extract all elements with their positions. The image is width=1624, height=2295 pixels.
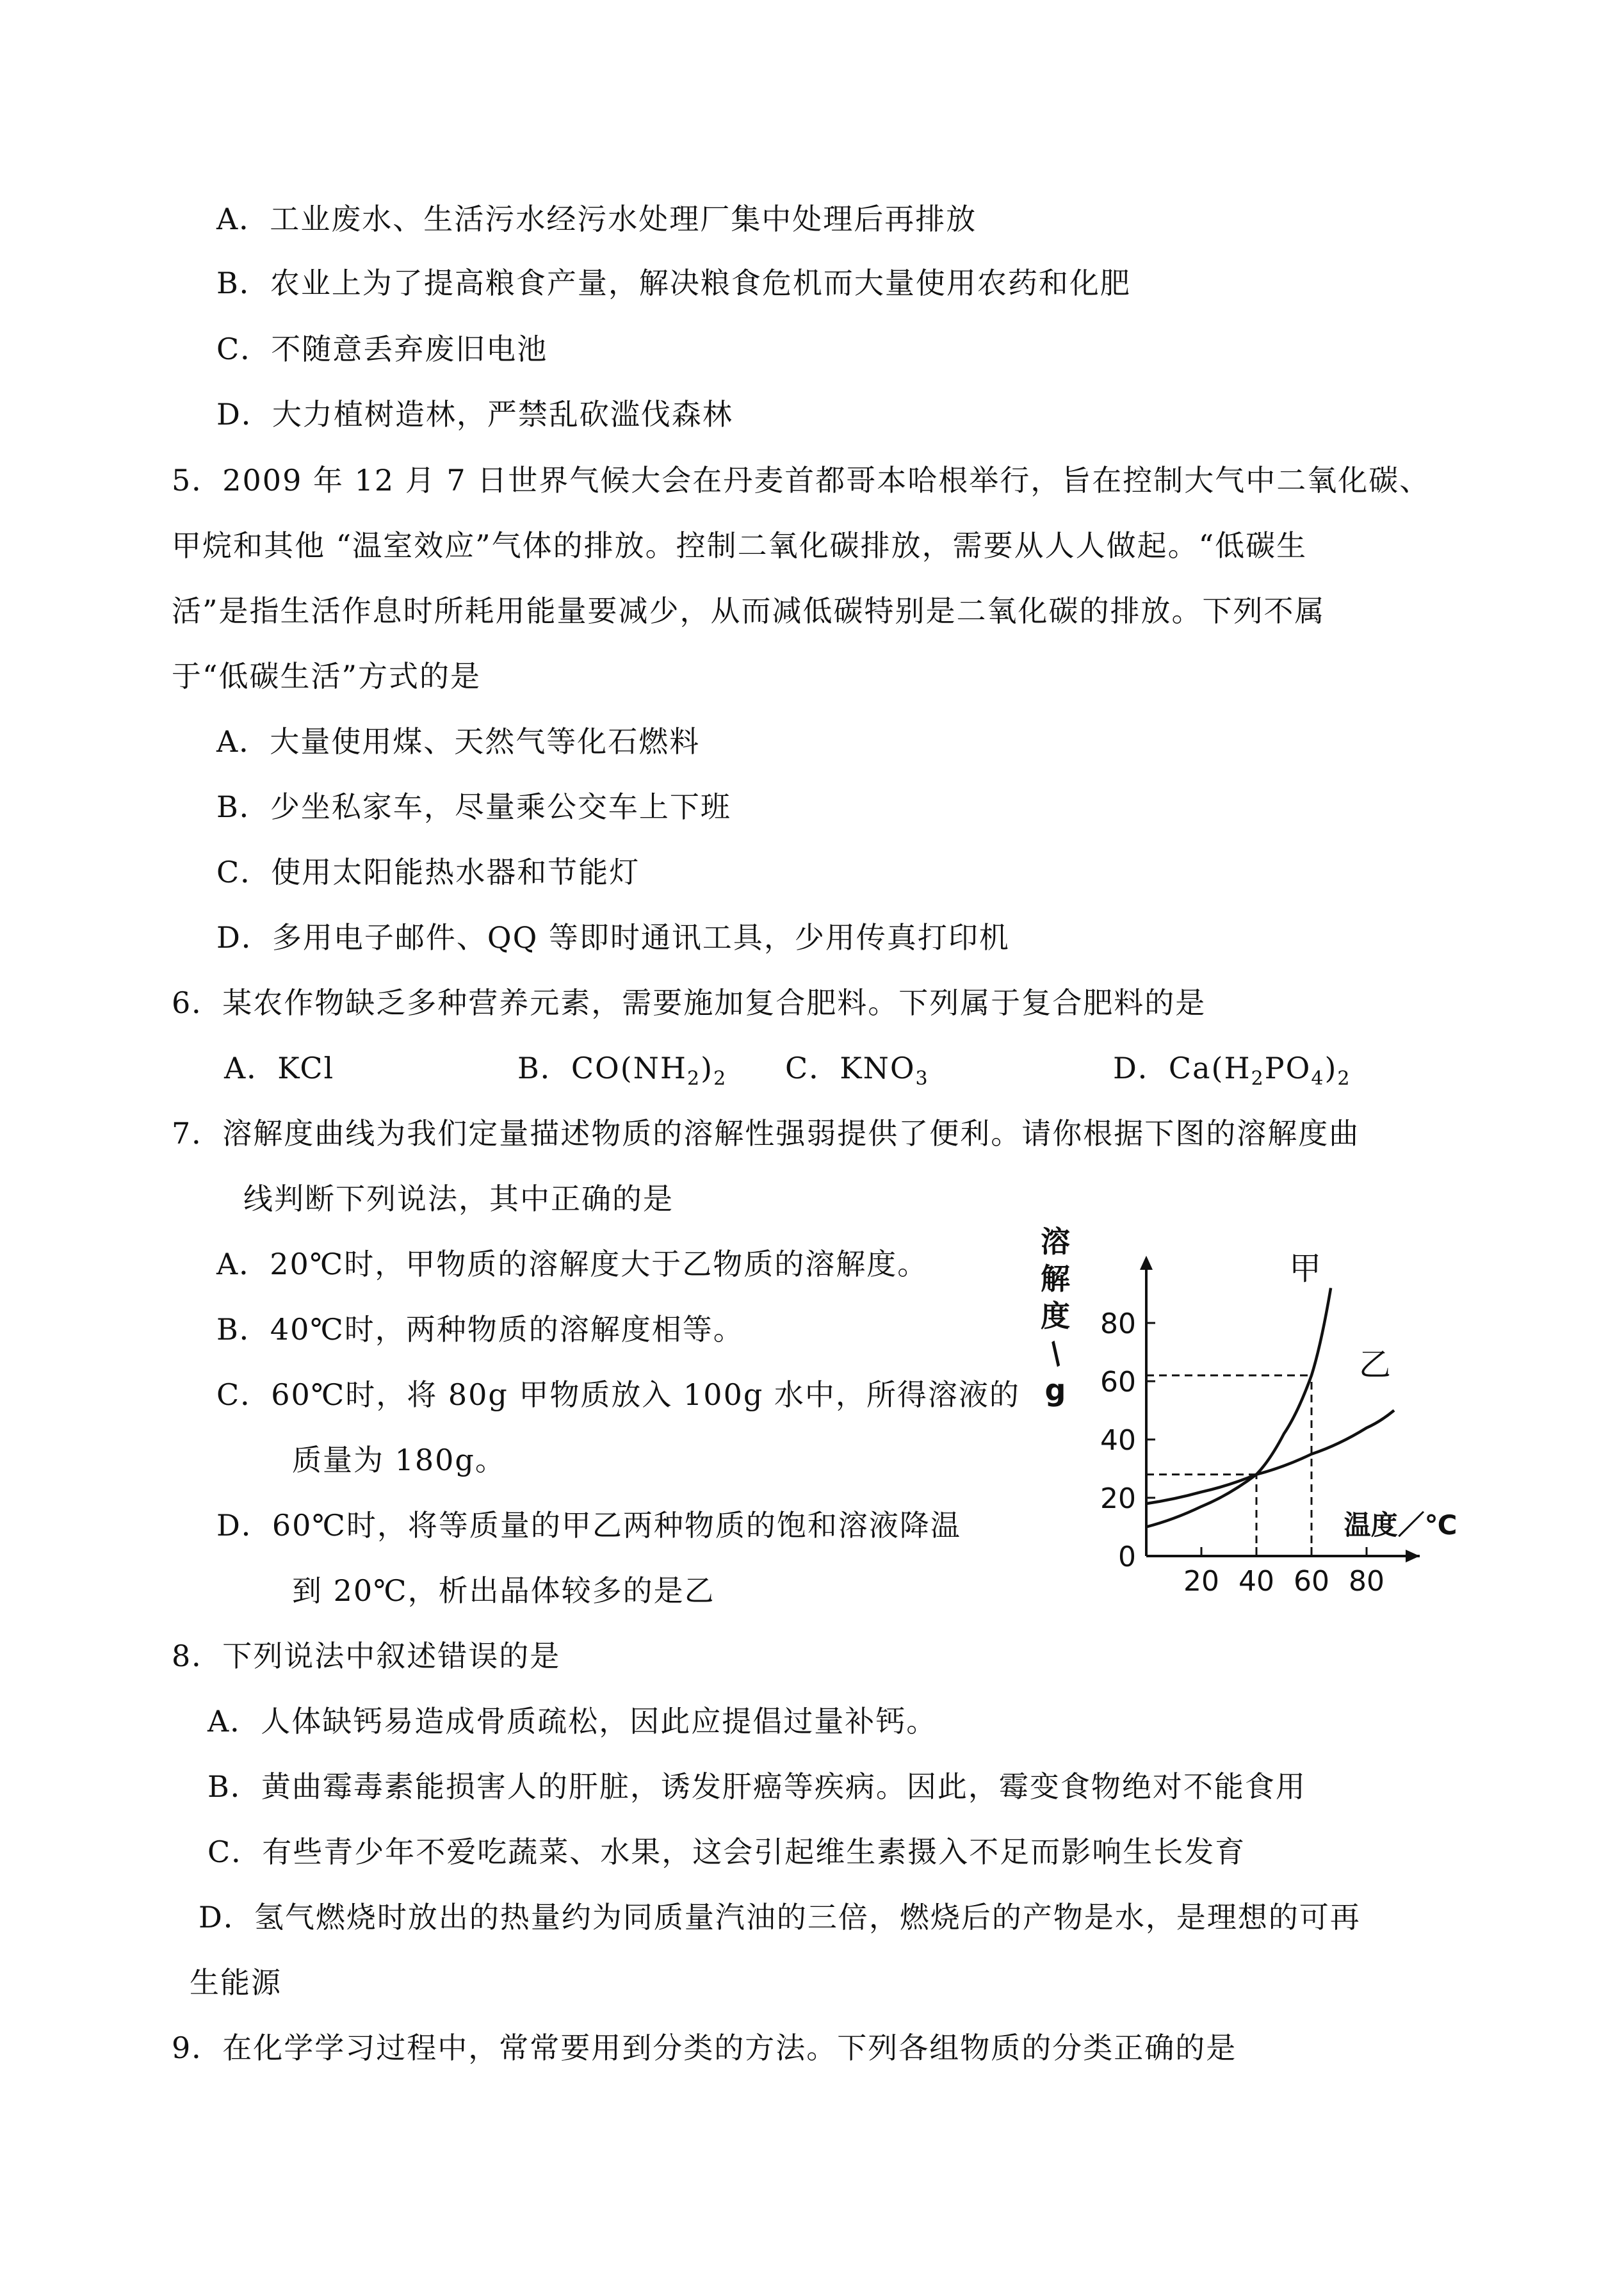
x-tick-label: 40 bbox=[1238, 1565, 1274, 1598]
y-tick-label: 40 bbox=[1100, 1424, 1136, 1457]
y-tick-label: 20 bbox=[1100, 1482, 1136, 1515]
q4-option-a: A．工业废水、生活污水经污水处理厂集中处理后再排放 bbox=[216, 202, 977, 236]
q8-option-b: B．黄曲霉毒素能损害人的肝脏，诱发肝癌等疾病。因此，霉变食物绝对不能食用 bbox=[207, 1769, 1306, 1804]
q8-option-c: C．有些青少年不爱吃蔬菜、水果，这会引起维生素摄入不足而影响生长发育 bbox=[207, 1835, 1246, 1869]
q8-option-a: A．人体缺钙易造成骨质疏松，因此应提倡过量补钙。 bbox=[207, 1704, 938, 1739]
q6-option-c: C．$KNO_3$ bbox=[785, 1051, 929, 1090]
x-axis-arrow bbox=[1406, 1550, 1420, 1562]
q7-option-c: C．60℃时，将 80g 甲物质放入 100g 水中，所得溶液的 bbox=[216, 1377, 1020, 1412]
q8-stem: 8．下列说法中叙述错误的是 bbox=[172, 1639, 561, 1673]
q7-option-b: B．40℃时，两种物质的溶解度相等。 bbox=[216, 1312, 744, 1347]
q7-stem-line-2: 线判断下列说法，其中正确的是 bbox=[243, 1181, 674, 1216]
y-tick-label: 80 bbox=[1100, 1308, 1136, 1340]
q5-option-d: D．多用电子邮件、QQ 等即时通讯工具，少用传真打印机 bbox=[216, 920, 1010, 955]
q6-stem: 6．某农作物缺乏多种营养元素，需要施加复合肥料。下列属于复合肥料的是 bbox=[172, 985, 1206, 1020]
q4-option-b: B．农业上为了提高粮食产量，解决粮食危机而大量使用农药和化肥 bbox=[216, 266, 1131, 300]
q7-option-d-continuation: 到 20℃，析出晶体较多的是乙 bbox=[292, 1573, 715, 1608]
q5-stem-line-3: 活”是指生活作息时所耗用能量要减少，从而减低碳特别是二氧化碳的排放。下列不属 bbox=[172, 594, 1326, 628]
series-label-yi: 乙 bbox=[1359, 1345, 1391, 1383]
q6-option-a: A．KCl bbox=[224, 1051, 335, 1085]
y-axis-label-char: 度 bbox=[1041, 1299, 1070, 1333]
q5-option-b: B．少坐私家车，尽量乘公交车上下班 bbox=[216, 790, 731, 824]
solubility-chart bbox=[1031, 1207, 1505, 1604]
series-label-jia: 甲 bbox=[1289, 1249, 1322, 1287]
q7-option-a: A．20℃时，甲物质的溶解度大于乙物质的溶解度。 bbox=[216, 1247, 929, 1281]
y-axis-label-char: 解 bbox=[1041, 1261, 1070, 1296]
q4-option-d: D．大力植树造林，严禁乱砍滥伐森林 bbox=[216, 397, 733, 432]
q7-option-c-continuation: 质量为 180g。 bbox=[292, 1443, 506, 1477]
q5-stem-line-4: 于“低碳生活”方式的是 bbox=[172, 659, 482, 693]
y-axis-label-char: 溶 bbox=[1041, 1224, 1070, 1259]
y-tick-label: 60 bbox=[1100, 1366, 1136, 1399]
y-axis-label-char: g bbox=[1044, 1373, 1066, 1407]
x-tick-label: 20 bbox=[1183, 1565, 1219, 1598]
x-axis-label: 温度／℃ bbox=[1344, 1509, 1458, 1541]
x-tick-label: 60 bbox=[1294, 1565, 1329, 1598]
chart-plot-area bbox=[1041, 1224, 1457, 1598]
q5-stem-line-2: 甲烷和其他 “温室效应”气体的排放。控制二氧化碳排放，需要从人人做起。“低碳生 bbox=[172, 528, 1308, 563]
q6-option-d: D．$Ca(H_2PO_4)_2$ bbox=[1113, 1051, 1351, 1090]
x-tick-label: 80 bbox=[1349, 1565, 1384, 1598]
q4-option-c: C．不随意丢弃废旧电池 bbox=[216, 332, 548, 366]
y-tick-label: 0 bbox=[1118, 1541, 1136, 1573]
y-axis-label-char: / bbox=[1042, 1335, 1069, 1371]
q8-option-d-continuation: 生能源 bbox=[190, 1965, 282, 2000]
q7-option-d: D．60℃时，将等质量的甲乙两种物质的饱和溶液降温 bbox=[216, 1508, 961, 1543]
q5-stem-line-1: 5．2009 年 12 月 7 日世界气候大会在丹麦首都哥本哈根举行，旨在控制大气中二氧化碳、 bbox=[172, 463, 1431, 498]
q5-option-c: C．使用太阳能热水器和节能灯 bbox=[216, 855, 640, 889]
q5-option-a: A．大量使用煤、天然气等化石燃料 bbox=[216, 724, 701, 759]
q8-option-d: D．氢气燃烧时放出的热量约为同质量汽油的三倍，燃烧后的产物是水，是理想的可再 bbox=[199, 1900, 1361, 1934]
q7-stem-line-1: 7．溶解度曲线为我们定量描述物质的溶解性强弱提供了便利。请你根据下图的溶解度曲 bbox=[172, 1116, 1360, 1151]
q6-option-b: B．$CO(NH_2)_2$ bbox=[517, 1051, 727, 1090]
series-curve-jia bbox=[1146, 1288, 1331, 1527]
q9-stem: 9．在化学学习过程中，常常要用到分类的方法。下列各组物质的分类正确的是 bbox=[172, 2031, 1237, 2065]
y-axis-arrow bbox=[1140, 1256, 1153, 1270]
